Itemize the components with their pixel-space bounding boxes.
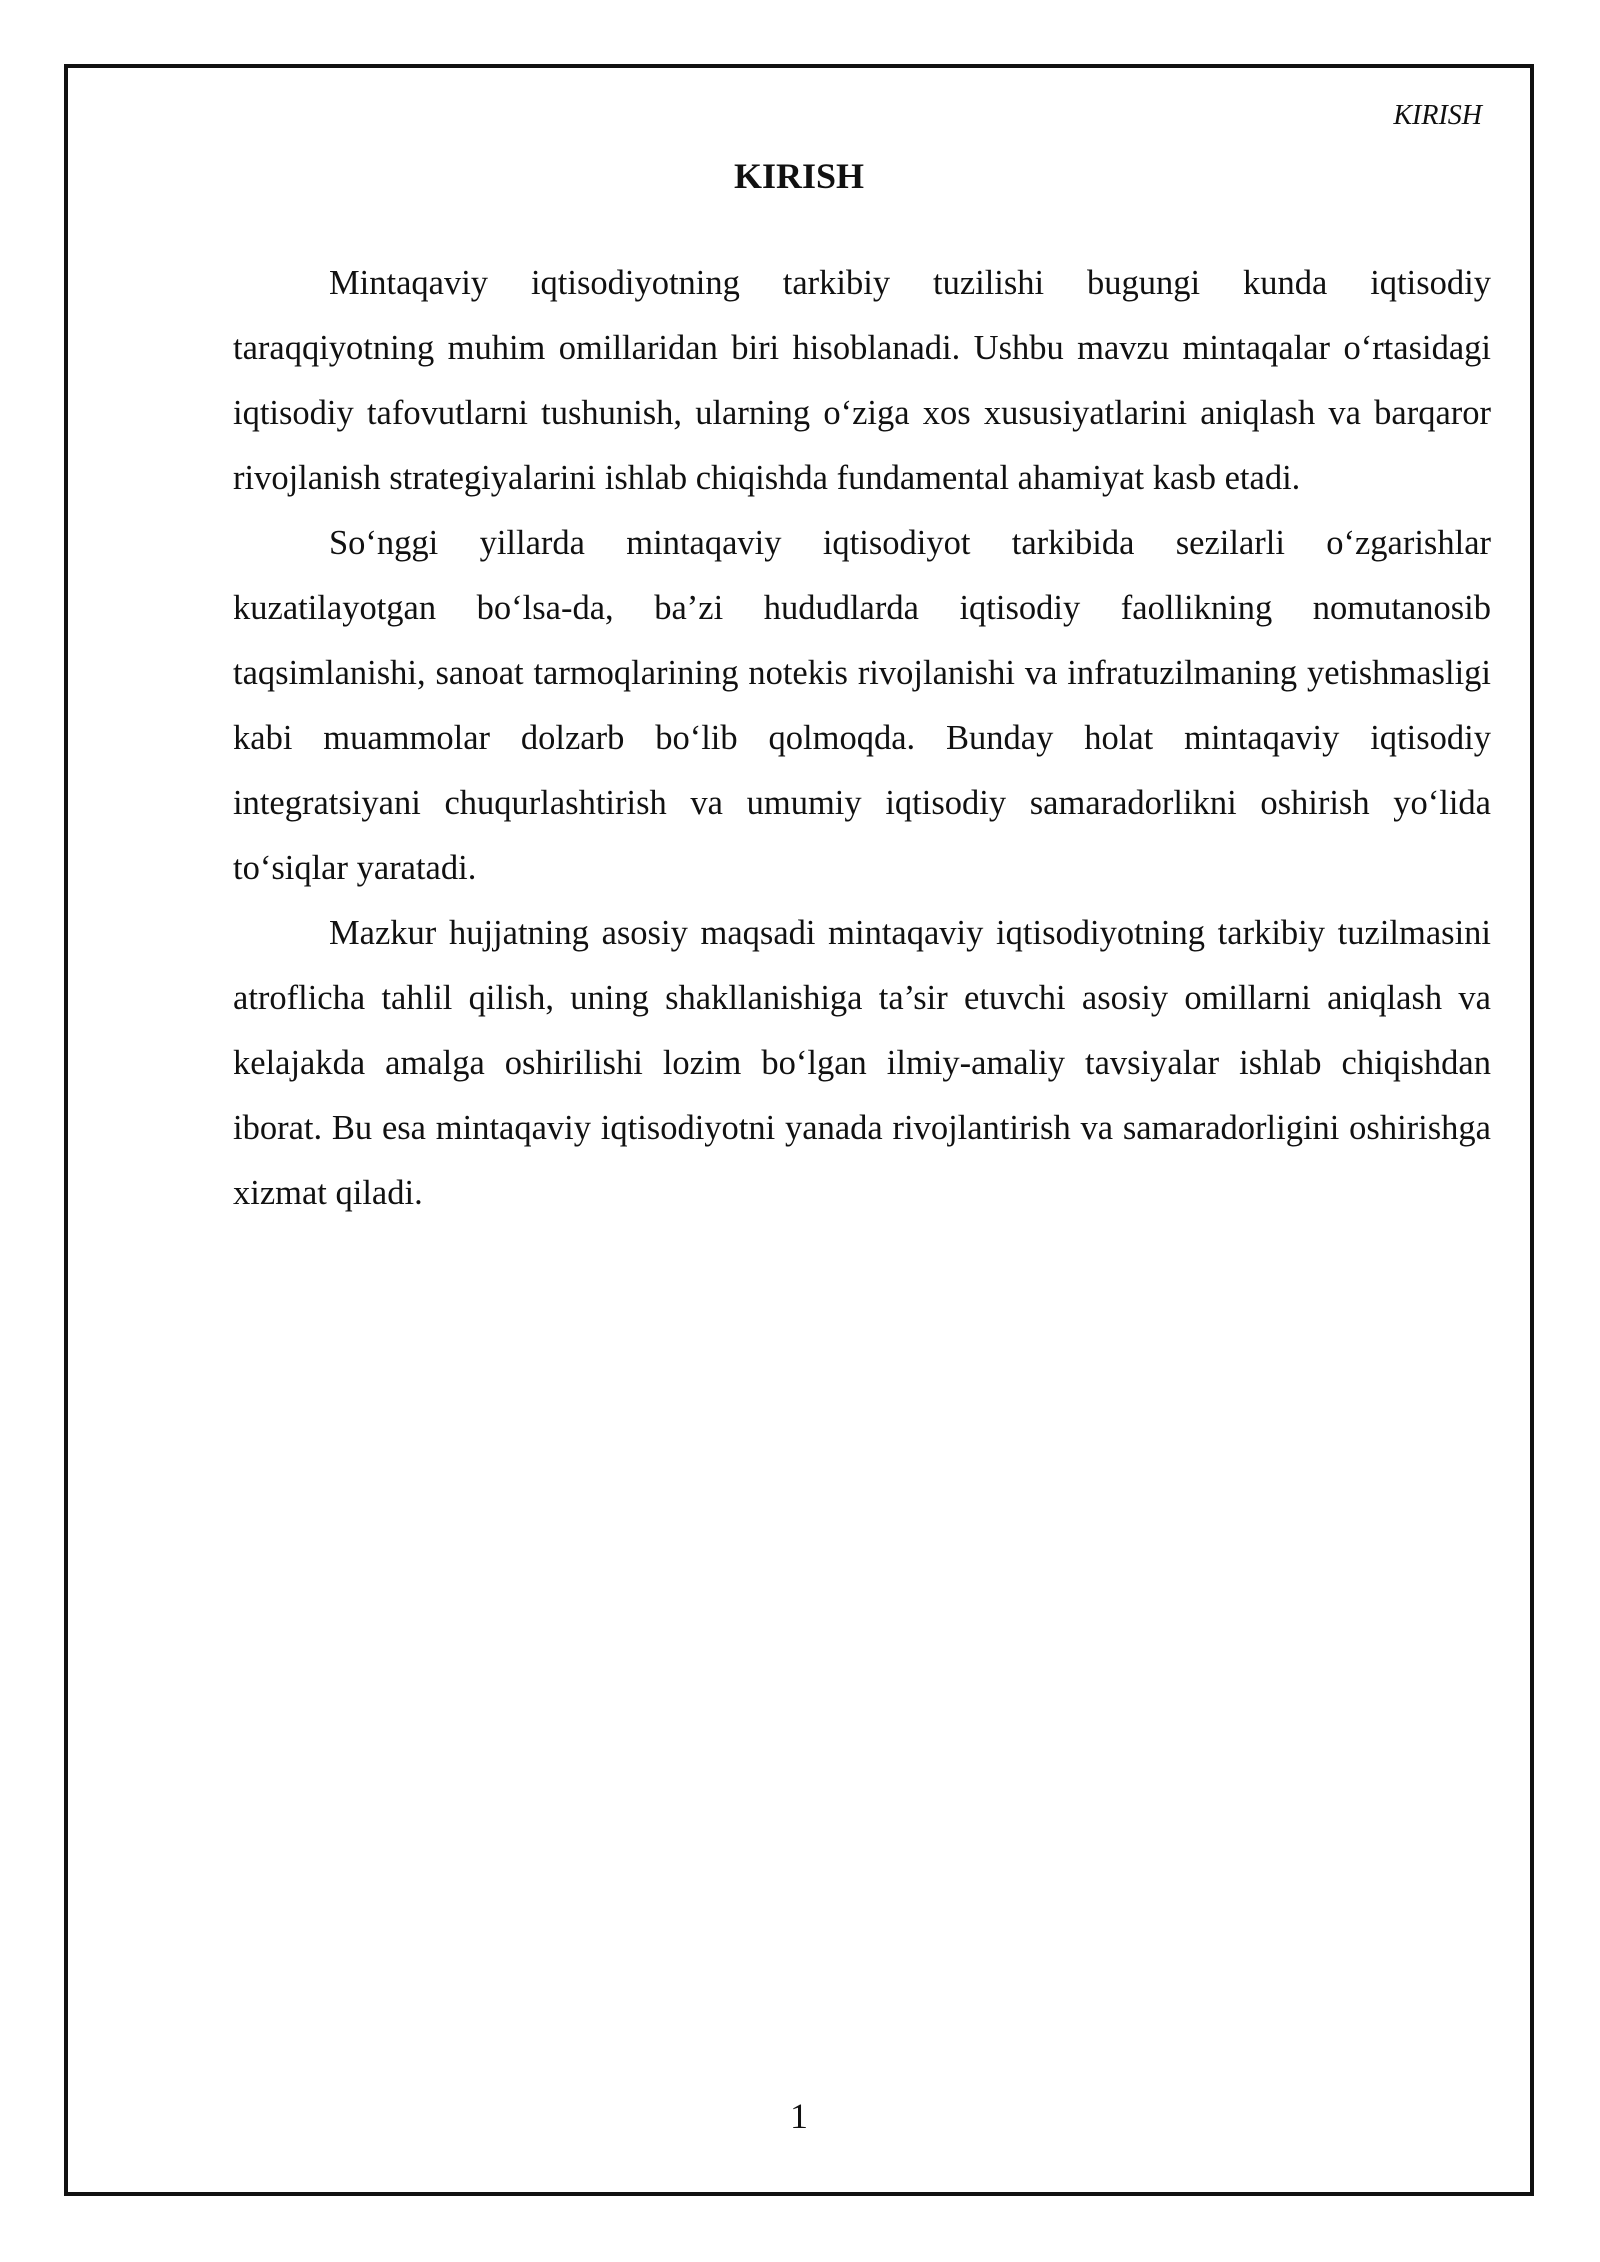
running-header: KIRISH [1393, 100, 1482, 131]
paragraph-3: Mazkur hujjatning asosiy maqsadi mintaqaviy iqtisodiyotning tarkibiy tuzilmasini atroflicha tahlil qilish, uning shakllanishiga ta’sir etuvchi asosiy omillarni aniqlash va kelajakda amalga oshirilishi lozim bo‘lgan ilmiy-amaliy tavsiyalar ishlab chiqishdan iborat. Bu esa mintaqaviy iqtisodiyotni yanada rivojlantirish va samaradorligini oshirishga xizmat qiladi. [233, 914, 1491, 1212]
paragraph-2: So‘nggi yillarda mintaqaviy iqtisodiyot tarkibida sezilarli o‘zgarishlar kuzatilayotgan bo‘lsa-da, ba’zi hududlarda iqtisodiy faollikning nomutanosib taqsimlanishi, sanoat tarmoqlarining notekis rivojlanishi va infratuzilmaning yetishmasligi kabi muammolar dolzarb bo‘lib qolmoqda. Bunday holat mintaqaviy iqtisodiy integratsiyani chuqurlashtirish va umumiy iqtisodiy samaradorlikni oshirish yo‘lida to‘siqlar yaratadi. [233, 524, 1491, 887]
page-title: KIRISH [733, 156, 865, 196]
page-number: 1 [790, 2096, 808, 2136]
page-border-frame [64, 64, 1534, 2196]
paragraph-1: Mintaqaviy iqtisodiyotning tarkibiy tuzilishi bugungi kunda iqtisodiy taraqqiyotning muhim omillaridan biri hisoblanadi. Ushbu mavzu mintaqalar o‘rtasidagi iqtisodiy tafovutlarni tushunish, ularning o‘ziga xos xususiyatlarini aniqlash va barqaror rivojlanish strategiyalarini ishlab chiqishda fundamental ahamiyat kasb etadi. [233, 264, 1491, 497]
body-text [233, 251, 1491, 1226]
